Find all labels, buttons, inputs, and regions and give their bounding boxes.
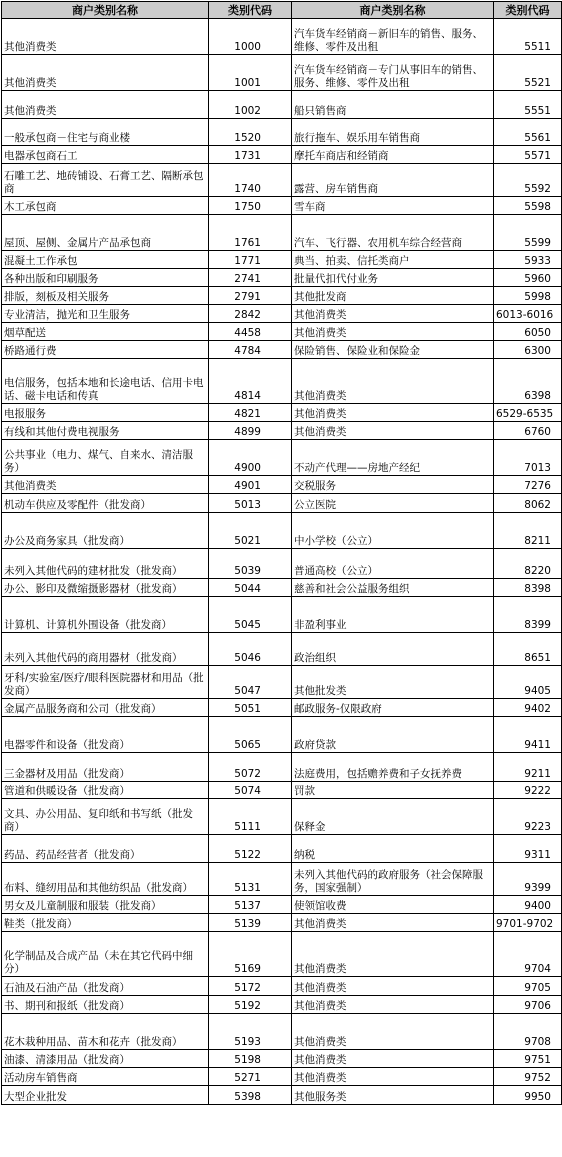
merchant-name-cell: 电信服务，包括本地和长途电话、信用卡电话、磁卡电话和传真 bbox=[2, 359, 209, 404]
category-code-cell: 1001 bbox=[209, 55, 292, 91]
table-row bbox=[2, 597, 562, 633]
category-code-cell: 5051 bbox=[209, 699, 292, 717]
merchant-name-cell: 桥路通行费 bbox=[2, 341, 209, 359]
merchant-name-cell: 其他批发类 bbox=[292, 666, 494, 699]
table-row bbox=[2, 164, 562, 197]
merchant-name-cell: 未列入其他代码的政府服务（社会保障服务，国家强制） bbox=[292, 863, 494, 896]
category-code-cell: 8399 bbox=[494, 597, 562, 633]
category-code-cell: 9223 bbox=[494, 799, 562, 835]
merchant-name-cell: 各种出版和印刷服务 bbox=[2, 269, 209, 287]
category-code-cell: 5571 bbox=[494, 146, 562, 164]
merchant-name-cell: 计算机、计算机外围设备（批发商） bbox=[2, 597, 209, 633]
merchant-name-cell: 保释金 bbox=[292, 799, 494, 835]
table-row bbox=[2, 440, 562, 476]
merchant-name-cell: 其他消费类 bbox=[2, 55, 209, 91]
category-code-cell: 5398 bbox=[209, 1086, 292, 1105]
merchant-name-cell: 慈善和社会公益服务组织 bbox=[292, 579, 494, 597]
category-code-cell: 4901 bbox=[209, 476, 292, 494]
category-code-cell: 5271 bbox=[209, 1068, 292, 1086]
category-code-cell: 1771 bbox=[209, 251, 292, 269]
table-row bbox=[2, 215, 562, 251]
merchant-name-cell: 其他消费类 bbox=[292, 323, 494, 341]
merchant-name-cell: 书、期刊和报纸（批发商） bbox=[2, 996, 209, 1014]
table-row bbox=[2, 323, 562, 341]
merchant-name-cell: 机动车供应及零配件（批发商） bbox=[2, 494, 209, 513]
table-row bbox=[2, 19, 562, 55]
merchant-name-cell: 牙科/实验室/医疗/眼科医院器材和用品（批发商） bbox=[2, 666, 209, 699]
merchant-name-cell: 其他服务类 bbox=[292, 1086, 494, 1105]
merchant-name-cell: 摩托车商店和经销商 bbox=[292, 146, 494, 164]
table-row bbox=[2, 341, 562, 359]
category-code-cell: 8211 bbox=[494, 513, 562, 549]
table-row bbox=[2, 835, 562, 863]
category-code-cell: 9211 bbox=[494, 753, 562, 782]
merchant-name-cell: 专业清洁，抛光和卫生服务 bbox=[2, 305, 209, 323]
table-row bbox=[2, 863, 562, 896]
merchant-name-cell: 电器零件和设备（批发商） bbox=[2, 717, 209, 753]
category-code-cell: 5139 bbox=[209, 914, 292, 932]
merchant-name-cell: 木工承包商 bbox=[2, 197, 209, 215]
category-code-cell: 5046 bbox=[209, 633, 292, 666]
category-code-cell: 1740 bbox=[209, 164, 292, 197]
category-code-cell: 9400 bbox=[494, 896, 562, 914]
table-row bbox=[2, 269, 562, 287]
header-category-code-1: 类别代码 bbox=[209, 2, 292, 19]
category-code-cell: 5021 bbox=[209, 513, 292, 549]
merchant-name-cell: 一般承包商－住宅与商业楼 bbox=[2, 119, 209, 146]
category-code-cell: 6013-6016 bbox=[494, 305, 562, 323]
category-code-cell: 1520 bbox=[209, 119, 292, 146]
merchant-name-cell: 公共事业（电力、煤气、自来水、清洁服务） bbox=[2, 440, 209, 476]
merchant-name-cell: 其他消费类 bbox=[292, 1014, 494, 1050]
category-code-cell: 5192 bbox=[209, 996, 292, 1014]
category-code-cell: 5511 bbox=[494, 19, 562, 55]
merchant-name-cell: 电报服务 bbox=[2, 404, 209, 422]
merchant-name-cell: 保险销售、保险业和保险金 bbox=[292, 341, 494, 359]
table-row bbox=[2, 476, 562, 494]
category-code-cell: 6050 bbox=[494, 323, 562, 341]
merchant-name-cell: 法庭费用，包括赡养费和子女抚养费 bbox=[292, 753, 494, 782]
table-row bbox=[2, 549, 562, 579]
category-code-cell: 4899 bbox=[209, 422, 292, 440]
category-code-cell: 9706 bbox=[494, 996, 562, 1014]
category-code-cell: 1750 bbox=[209, 197, 292, 215]
category-code-cell: 5960 bbox=[494, 269, 562, 287]
category-code-cell: 5599 bbox=[494, 215, 562, 251]
category-code-cell: 1000 bbox=[209, 19, 292, 55]
merchant-name-cell: 交税服务 bbox=[292, 476, 494, 494]
merchant-name-cell: 其他消费类 bbox=[292, 914, 494, 932]
category-code-cell: 2741 bbox=[209, 269, 292, 287]
category-code-cell: 5131 bbox=[209, 863, 292, 896]
table-row bbox=[2, 359, 562, 404]
merchant-category-table bbox=[1, 1, 562, 1105]
table-row bbox=[2, 799, 562, 835]
header-merchant-name-2: 商户类别名称 bbox=[292, 2, 494, 19]
merchant-name-cell: 男女及儿童制服和服装（批发商） bbox=[2, 896, 209, 914]
merchant-name-cell: 旅行拖车、娱乐用车销售商 bbox=[292, 119, 494, 146]
category-code-cell: 5047 bbox=[209, 666, 292, 699]
category-code-cell: 9950 bbox=[494, 1086, 562, 1105]
category-code-cell: 9751 bbox=[494, 1050, 562, 1068]
category-code-cell: 2791 bbox=[209, 287, 292, 305]
merchant-name-cell: 政治组织 bbox=[292, 633, 494, 666]
merchant-name-cell: 烟草配送 bbox=[2, 323, 209, 341]
category-code-cell: 5122 bbox=[209, 835, 292, 863]
category-code-cell: 7013 bbox=[494, 440, 562, 476]
table-row bbox=[2, 305, 562, 323]
merchant-name-cell: 普通高校（公立） bbox=[292, 549, 494, 579]
category-code-cell: 5561 bbox=[494, 119, 562, 146]
table-row bbox=[2, 119, 562, 146]
category-code-cell: 6529-6535 bbox=[494, 404, 562, 422]
category-code-cell: 1002 bbox=[209, 91, 292, 119]
merchant-name-cell: 石雕工艺、地砖铺设、石膏工艺、隔断承包商 bbox=[2, 164, 209, 197]
category-code-cell: 8651 bbox=[494, 633, 562, 666]
category-code-cell: 5013 bbox=[209, 494, 292, 513]
table-row bbox=[2, 717, 562, 753]
table-row bbox=[2, 287, 562, 305]
category-code-cell: 5044 bbox=[209, 579, 292, 597]
table-row bbox=[2, 1086, 562, 1105]
merchant-name-cell: 其他消费类 bbox=[2, 476, 209, 494]
category-code-cell: 5065 bbox=[209, 717, 292, 753]
merchant-name-cell: 纳税 bbox=[292, 835, 494, 863]
table-row bbox=[2, 932, 562, 977]
category-code-cell: 9704 bbox=[494, 932, 562, 977]
table-row bbox=[2, 977, 562, 996]
merchant-name-cell: 大型企业批发 bbox=[2, 1086, 209, 1105]
category-code-cell: 4784 bbox=[209, 341, 292, 359]
category-code-cell: 8398 bbox=[494, 579, 562, 597]
table-row bbox=[2, 513, 562, 549]
merchant-name-cell: 批量代扣代付业务 bbox=[292, 269, 494, 287]
merchant-name-cell: 非盈利事业 bbox=[292, 597, 494, 633]
table-row bbox=[2, 996, 562, 1014]
table-row bbox=[2, 1068, 562, 1086]
category-code-cell: 5598 bbox=[494, 197, 562, 215]
category-code-cell: 1731 bbox=[209, 146, 292, 164]
merchant-name-cell: 其他消费类 bbox=[292, 996, 494, 1014]
category-code-cell: 9708 bbox=[494, 1014, 562, 1050]
category-code-cell: 6300 bbox=[494, 341, 562, 359]
table-row bbox=[2, 55, 562, 91]
merchant-name-cell: 文具、办公用品、复印纸和书写纸（批发商） bbox=[2, 799, 209, 835]
merchant-name-cell: 其他消费类 bbox=[292, 932, 494, 977]
merchant-name-cell: 汽车货车经销商－专门从事旧车的销售、服务、维修、零件及出租 bbox=[292, 55, 494, 91]
merchant-name-cell: 金属产品服务商和公司（批发商） bbox=[2, 699, 209, 717]
merchant-name-cell: 其他消费类 bbox=[292, 1050, 494, 1068]
category-code-cell: 4458 bbox=[209, 323, 292, 341]
merchant-name-cell: 其他消费类 bbox=[292, 1068, 494, 1086]
merchant-name-cell: 三金器材及用品（批发商） bbox=[2, 753, 209, 782]
table-row bbox=[2, 494, 562, 513]
merchant-name-cell: 不动产代理——房地产经纪 bbox=[292, 440, 494, 476]
category-code-cell: 5045 bbox=[209, 597, 292, 633]
merchant-name-cell: 花木栽种用品、苗木和花卉（批发商） bbox=[2, 1014, 209, 1050]
header-category-code-2: 类别代码 bbox=[494, 2, 562, 19]
table-body bbox=[2, 19, 562, 1105]
merchant-name-cell: 有线和其他付费电视服务 bbox=[2, 422, 209, 440]
merchant-name-cell: 其他消费类 bbox=[292, 359, 494, 404]
merchant-name-cell: 其他批发商 bbox=[292, 287, 494, 305]
category-code-cell: 5198 bbox=[209, 1050, 292, 1068]
merchant-name-cell: 其他消费类 bbox=[292, 977, 494, 996]
category-code-cell: 6398 bbox=[494, 359, 562, 404]
table-row bbox=[2, 914, 562, 932]
category-code-cell: 9411 bbox=[494, 717, 562, 753]
category-code-cell: 5933 bbox=[494, 251, 562, 269]
category-code-cell: 5039 bbox=[209, 549, 292, 579]
merchant-name-cell: 药品、药品经营者（批发商） bbox=[2, 835, 209, 863]
table-row bbox=[2, 251, 562, 269]
merchant-name-cell: 管道和供暖设备（批发商） bbox=[2, 782, 209, 799]
merchant-name-cell: 其他消费类 bbox=[2, 91, 209, 119]
table-row bbox=[2, 404, 562, 422]
merchant-name-cell: 公立医院 bbox=[292, 494, 494, 513]
category-code-cell: 5521 bbox=[494, 55, 562, 91]
category-code-cell: 5172 bbox=[209, 977, 292, 996]
header-row bbox=[2, 2, 562, 19]
merchant-name-cell: 油漆、清漆用品（批发商） bbox=[2, 1050, 209, 1068]
category-code-cell: 9311 bbox=[494, 835, 562, 863]
category-code-cell: 7276 bbox=[494, 476, 562, 494]
category-code-cell: 6760 bbox=[494, 422, 562, 440]
merchant-name-cell: 排版，刻板及相关服务 bbox=[2, 287, 209, 305]
category-code-cell: 4821 bbox=[209, 404, 292, 422]
merchant-name-cell: 化学制品及合成产品（未在其它代码中细分） bbox=[2, 932, 209, 977]
merchant-name-cell: 其他消费类 bbox=[292, 305, 494, 323]
table-row bbox=[2, 1014, 562, 1050]
merchant-name-cell: 露营、房车销售商 bbox=[292, 164, 494, 197]
header-merchant-name-1: 商户类别名称 bbox=[2, 2, 209, 19]
category-code-cell: 5193 bbox=[209, 1014, 292, 1050]
merchant-name-cell: 活动房车销售商 bbox=[2, 1068, 209, 1086]
merchant-name-cell: 电器承包商石工 bbox=[2, 146, 209, 164]
merchant-name-cell: 政府贷款 bbox=[292, 717, 494, 753]
table-row bbox=[2, 699, 562, 717]
table-row bbox=[2, 197, 562, 215]
table-row bbox=[2, 666, 562, 699]
merchant-name-cell: 办公、影印及微缩摄影器材（批发商） bbox=[2, 579, 209, 597]
category-code-cell: 5074 bbox=[209, 782, 292, 799]
category-code-cell: 5998 bbox=[494, 287, 562, 305]
category-code-cell: 8220 bbox=[494, 549, 562, 579]
merchant-name-cell: 未列入其他代码的商用器材（批发商） bbox=[2, 633, 209, 666]
merchant-name-cell: 中小学校（公立） bbox=[292, 513, 494, 549]
category-code-cell: 2842 bbox=[209, 305, 292, 323]
category-code-cell: 4900 bbox=[209, 440, 292, 476]
merchant-name-cell: 混凝土工作承包 bbox=[2, 251, 209, 269]
category-code-cell: 5137 bbox=[209, 896, 292, 914]
merchant-name-cell: 其他消费类 bbox=[292, 404, 494, 422]
merchant-name-cell: 其他消费类 bbox=[2, 19, 209, 55]
table-row bbox=[2, 579, 562, 597]
category-code-cell: 9402 bbox=[494, 699, 562, 717]
merchant-name-cell: 雪车商 bbox=[292, 197, 494, 215]
table-row bbox=[2, 146, 562, 164]
table-row bbox=[2, 896, 562, 914]
merchant-name-cell: 石油及石油产品（批发商） bbox=[2, 977, 209, 996]
table-row bbox=[2, 753, 562, 782]
table-row bbox=[2, 91, 562, 119]
merchant-name-cell: 罚款 bbox=[292, 782, 494, 799]
merchant-name-cell: 汽车货车经销商－新旧车的销售、服务、维修、零件及出租 bbox=[292, 19, 494, 55]
merchant-name-cell: 屋顶、屋侧、金属片产品承包商 bbox=[2, 215, 209, 251]
merchant-name-cell: 船只销售商 bbox=[292, 91, 494, 119]
merchant-name-cell: 办公及商务家具（批发商） bbox=[2, 513, 209, 549]
category-code-cell: 9405 bbox=[494, 666, 562, 699]
merchant-name-cell: 汽车、飞行器、农用机车综合经营商 bbox=[292, 215, 494, 251]
category-code-cell: 9705 bbox=[494, 977, 562, 996]
category-code-cell: 5072 bbox=[209, 753, 292, 782]
category-code-cell: 5592 bbox=[494, 164, 562, 197]
merchant-name-cell: 其他消费类 bbox=[292, 422, 494, 440]
merchant-name-cell: 鞋类（批发商） bbox=[2, 914, 209, 932]
category-code-cell: 1761 bbox=[209, 215, 292, 251]
merchant-name-cell: 使领馆收费 bbox=[292, 896, 494, 914]
category-code-cell: 9399 bbox=[494, 863, 562, 896]
table-row bbox=[2, 633, 562, 666]
category-code-cell: 5551 bbox=[494, 91, 562, 119]
merchant-name-cell: 布料、缝纫用品和其他纺织品（批发商） bbox=[2, 863, 209, 896]
category-code-cell: 9701-9702 bbox=[494, 914, 562, 932]
merchant-name-cell: 未列入其他代码的建材批发（批发商） bbox=[2, 549, 209, 579]
category-code-cell: 4814 bbox=[209, 359, 292, 404]
merchant-name-cell: 邮政服务-仅限政府 bbox=[292, 699, 494, 717]
merchant-name-cell: 典当、拍卖、信托类商户 bbox=[292, 251, 494, 269]
table-row bbox=[2, 782, 562, 799]
category-code-cell: 5111 bbox=[209, 799, 292, 835]
category-code-cell: 5169 bbox=[209, 932, 292, 977]
category-code-cell: 9222 bbox=[494, 782, 562, 799]
category-code-cell: 8062 bbox=[494, 494, 562, 513]
table-row bbox=[2, 1050, 562, 1068]
category-code-cell: 9752 bbox=[494, 1068, 562, 1086]
table-row bbox=[2, 422, 562, 440]
